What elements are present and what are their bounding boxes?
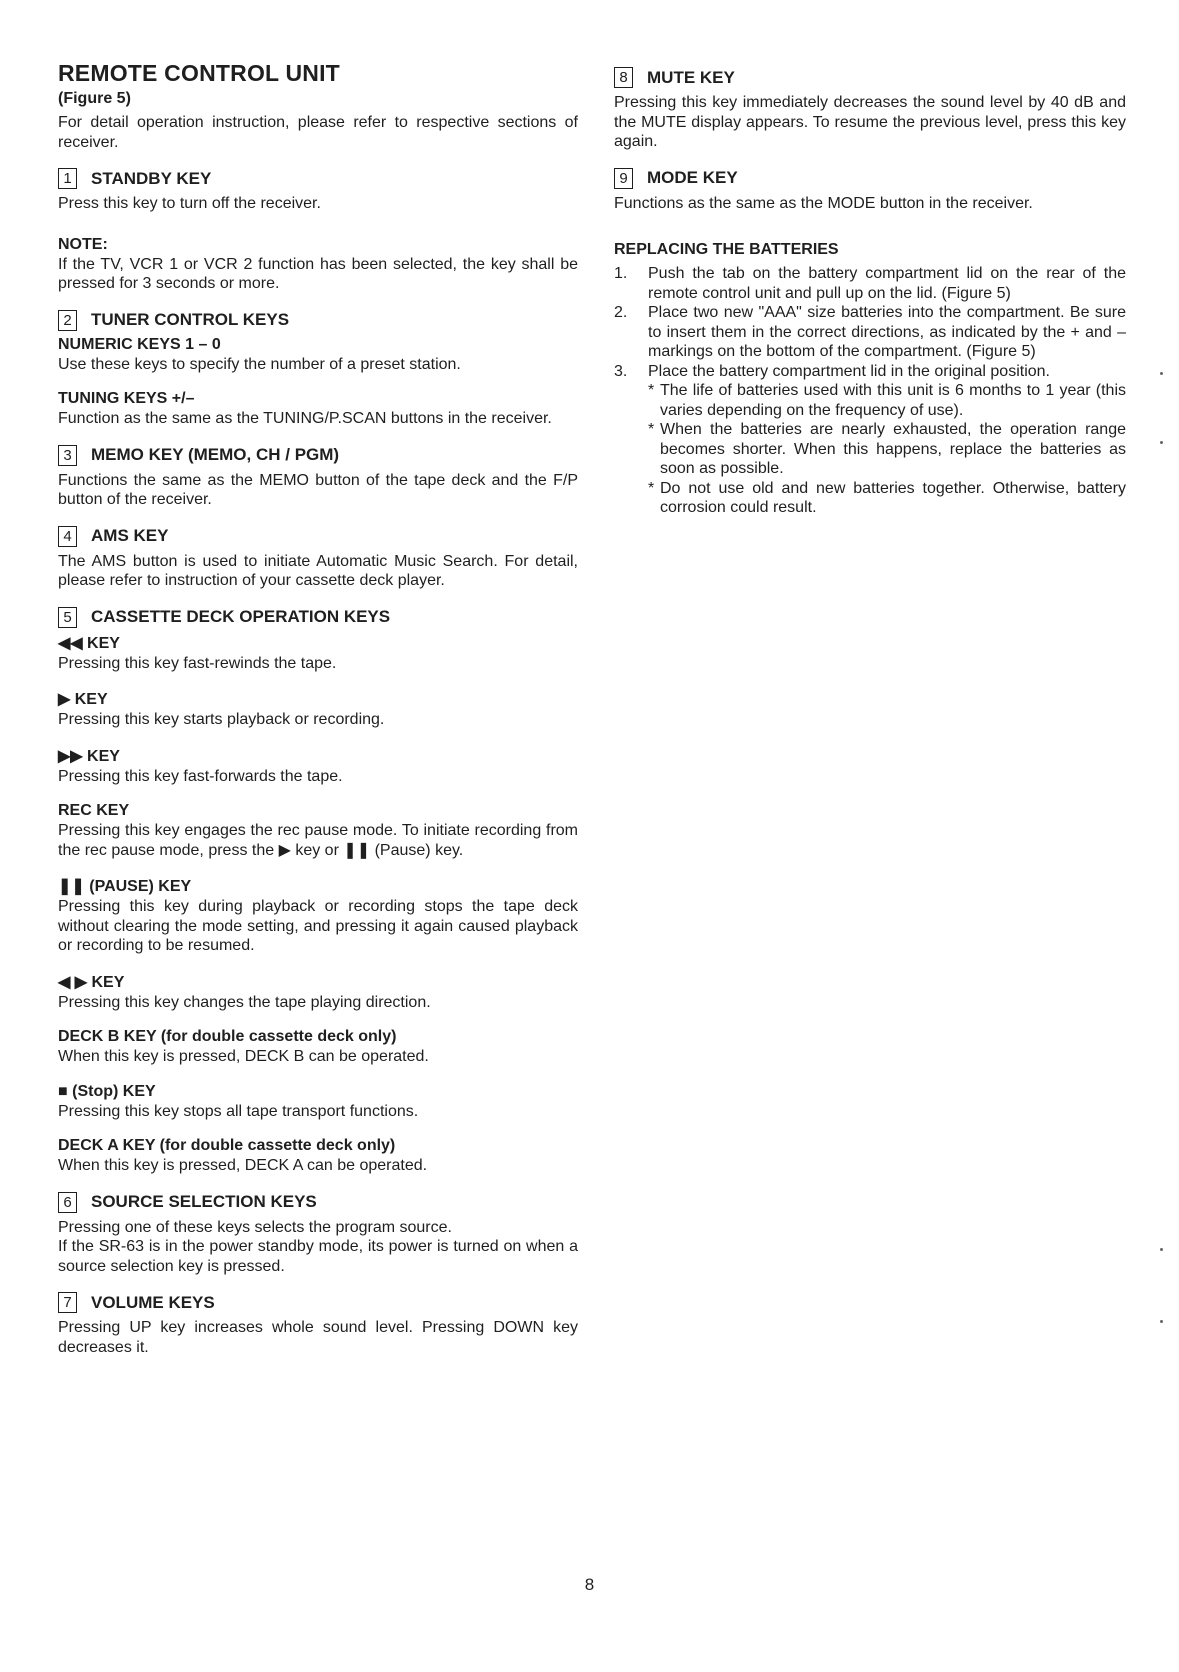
scan-speck: [1160, 1320, 1163, 1323]
scan-speck: [1160, 441, 1163, 444]
list-item: * Do not use old and new batteries together. Otherwise, battery corrosion could result.: [648, 479, 1126, 516]
section-heading: STANDBY KEY: [91, 168, 212, 188]
section-number: 5: [58, 607, 77, 628]
key-body: Pressing this key during playback or recording stops the tape deck without clearing the mode setting, and pressing it again caused playback or recording to be resumed.: [58, 898, 578, 954]
list-item: * The life of batteries used with this unit is 6 months to 1 year (this varies depending on the frequency of use).: [648, 382, 1126, 419]
section-body: Press this key to turn off the receiver.: [58, 195, 321, 212]
section-mute: [614, 67, 1126, 152]
key-heading: ▶▶ KEY: [58, 747, 120, 765]
section-number: 7: [58, 1292, 77, 1313]
battery-steps: [614, 264, 1126, 381]
section-body: Functions as the same as the MODE button in the receiver.: [614, 194, 1033, 212]
section-tuner: [58, 310, 578, 429]
page-number: 8: [584, 1575, 595, 1594]
section-cassette: [58, 607, 578, 1176]
section-number: 3: [58, 445, 77, 466]
key-body: Pressing this key fast-rewinds the tape.: [58, 654, 337, 672]
section-mode: [614, 168, 1126, 214]
key-heading: TUNING KEYS +/–: [58, 390, 195, 407]
key-body: Pressing this key engages the rec pause mode. To initiate recording from the rec pause mode, press the ▶ key or ❚❚ (Pause) key.: [58, 822, 578, 859]
key-heading: REC KEY: [58, 802, 130, 819]
section-body: Functions the same as the MEMO button of the tape deck and the F/P button of the receiver.: [58, 471, 578, 508]
key-body: When this key is pressed, DECK B can be operated.: [58, 1048, 429, 1065]
section-heading: CASSETTE DECK OPERATION KEYS: [91, 607, 391, 626]
section-ams: [58, 526, 578, 591]
section-number: 4: [58, 526, 77, 547]
intro-text: For detail operation instruction, please refer to respective sections of receiver.: [58, 114, 578, 151]
right-column: [614, 60, 1126, 518]
scan-speck: [1160, 372, 1163, 375]
key-heading: ◀ ▶ KEY: [58, 973, 125, 991]
key-heading: NUMERIC KEYS 1 – 0: [58, 335, 221, 353]
section-body: Pressing UP key increases whole sound level. Pressing DOWN key decreases it.: [58, 1319, 578, 1356]
list-item: 3. Place the battery compartment lid in the original position.: [614, 362, 1050, 380]
section-batteries: [614, 241, 1126, 518]
figure-ref: (Figure 5): [58, 90, 131, 107]
left-column: [58, 60, 578, 1357]
section-number: 8: [614, 67, 633, 88]
key-body: Use these keys to specify the number of a preset station.: [58, 355, 461, 373]
key-heading: ▶ KEY: [58, 691, 108, 708]
key-body: Pressing this key changes the tape playing direction.: [58, 993, 431, 1011]
section-body: If the SR-63 is in the power standby mode, its power is turned on when a source selection key is pressed.: [58, 1238, 578, 1275]
section-heading: AMS KEY: [91, 526, 169, 545]
key-heading: ❚❚ (PAUSE) KEY: [58, 878, 192, 895]
page-title: REMOTE CONTROL UNIT: [58, 60, 340, 86]
key-heading: DECK A KEY (for double cassette deck only): [58, 1137, 396, 1154]
section-body: Pressing one of these keys selects the program source.: [58, 1218, 452, 1236]
section-heading: MUTE KEY: [647, 67, 735, 87]
section-number: 2: [58, 310, 77, 331]
section-heading: SOURCE SELECTION KEYS: [91, 1192, 317, 1211]
note: [58, 236, 578, 294]
key-body: Pressing this key stops all tape transport functions.: [58, 1102, 419, 1120]
section-body: The AMS button is used to initiate Automatic Music Search. For detail, please refer to instruction of your cassette deck player.: [58, 552, 578, 589]
key-body: Function as the same as the TUNING/P.SCAN buttons in the receiver.: [58, 410, 552, 427]
section-heading: TUNER CONTROL KEYS: [91, 310, 290, 329]
key-body: Pressing this key starts playback or recording.: [58, 711, 385, 728]
list-item: * When the batteries are nearly exhausted, the operation range becomes shorter. When this happens, replace the batteries as soon as possible.: [648, 421, 1126, 477]
section-memo: [58, 445, 578, 510]
batteries-heading: REPLACING THE BATTERIES: [614, 241, 839, 258]
list-item: 1. Push the tab on the battery compartment lid on the rear of the remote control unit and pull up on the lid. (Figure 5): [614, 265, 1126, 302]
key-heading: DECK B KEY (for double cassette deck only): [58, 1028, 397, 1045]
key-heading: ◀◀ KEY: [58, 634, 120, 652]
section-number: 1: [58, 168, 77, 189]
key-heading: ■ (Stop) KEY: [58, 1082, 156, 1100]
section-heading: MEMO KEY (MEMO, CH / PGM): [91, 445, 340, 464]
list-item: 2. Place two new "AAA" size batteries into the compartment. Be sure to insert them in the correct directions, as indicated by the + and – markings on the bottom of the compartment. (Figure 5): [614, 304, 1126, 360]
section-heading: MODE KEY: [647, 168, 738, 187]
scan-speck: [1160, 1248, 1163, 1251]
section-body: Pressing this key immediately decreases the sound level by 40 dB and the MUTE display appears. To resume the previous level, press this key again.: [614, 94, 1126, 150]
section-number: 6: [58, 1192, 77, 1213]
section-source: [58, 1192, 578, 1277]
section-number: 9: [614, 168, 633, 189]
section-volume: [58, 1292, 578, 1357]
section-standby: [58, 168, 578, 214]
battery-notes: [648, 381, 1126, 518]
section-heading: VOLUME KEYS: [91, 1292, 215, 1312]
note-body: If the TV, VCR 1 or VCR 2 function has been selected, the key shall be pressed for 3 seconds or more.: [58, 255, 578, 292]
note-heading: NOTE:: [58, 235, 108, 253]
key-body: Pressing this key fast-forwards the tape.: [58, 767, 343, 785]
key-body: When this key is pressed, DECK A can be operated.: [58, 1157, 428, 1174]
